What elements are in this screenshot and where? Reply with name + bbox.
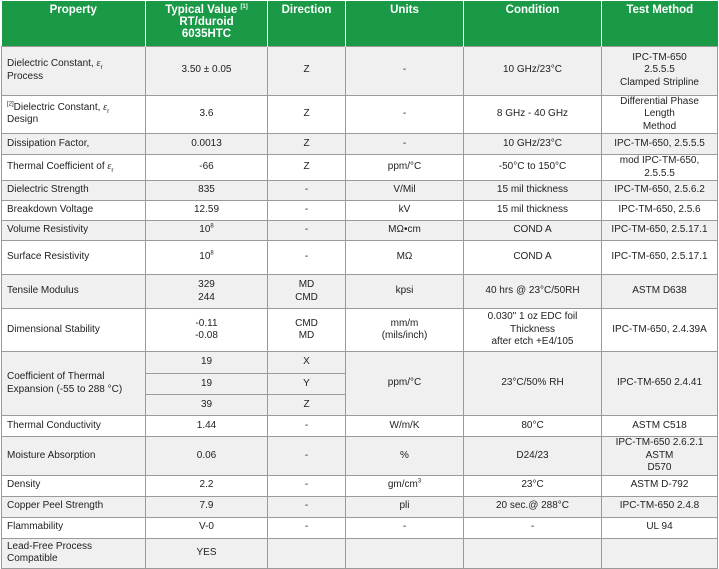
method-line2: Method [642,120,677,132]
property-label-line2: Process [7,70,44,82]
direction-line2: CMD [295,291,318,303]
direction-cell: - [268,496,346,517]
property-cell: Moisture Absorption [2,437,146,476]
method-cell: IPC-TM-650, 2.4.39A [602,309,718,352]
epsilon-subscript: r [107,107,110,115]
units-cell: ppm/°C [346,352,464,416]
direction-cell: Y [268,374,346,395]
value-cell: V-0 [146,517,268,538]
header-row [2,1,718,46]
direction-cell: X [268,352,346,374]
method-cell [602,95,718,134]
property-label: Dielectric Constant, [13,101,104,113]
method-cell [602,46,718,95]
condition-cell: COND A [464,221,602,241]
units-line1: mm/m [390,317,419,329]
units-cell: MΩ [346,241,464,275]
table-row [2,221,718,241]
units-cell [346,309,464,352]
method-cell: IPC-TM-650 2.4.41 [602,352,718,416]
table-row [2,496,718,517]
condition-cell: 20 sec.@ 288°C [464,496,602,517]
method-cell: ASTM D638 [602,275,718,309]
property-cell: Breakdown Voltage [2,201,146,221]
condition-cell: 8 GHz - 40 GHz [464,95,602,134]
property-label: Lead-Free Process [7,540,93,552]
units-cell: pli [346,496,464,517]
value-cell: 12.59 [146,201,268,221]
direction-cell [268,309,346,352]
condition-cell [464,309,602,352]
method-cell: IPC-TM-650, 2.5.6 [602,201,718,221]
property-label-line2: Expansion (-55 to 288 °C) [7,383,123,395]
epsilon-subscript: r [100,64,103,71]
value-cell: 39 [146,395,268,416]
units-cell: - [346,134,464,155]
property-cell: Dielectric Strength [2,181,146,201]
condition-line2: Thickness [509,323,555,335]
value-cell: 3.6 [146,95,268,134]
header-typical-value [146,1,268,46]
units-cell: ppm/°C [346,155,464,181]
epsilon-symbol: ε [103,101,108,113]
condition-cell: 23°C/50% RH [464,352,602,416]
units-cell: - [346,517,464,538]
direction-cell: - [268,221,346,241]
table-row [2,309,718,352]
value-cell: 3.50 ± 0.05 [146,46,268,95]
method-cell: IPC-TM-650 2.4.8 [602,496,718,517]
property-cell: Tensile Modulus [2,275,146,309]
direction-cell: Z [268,395,346,416]
value-cell: 835 [146,181,268,201]
direction-cell: Z [268,155,346,181]
method-cell: IPC-TM-650, 2.5.17.1 [602,221,718,241]
table-row [2,46,718,95]
property-cell: Thermal Conductivity [2,416,146,437]
units-cell: kV [346,201,464,221]
units-cell: MΩ•cm [346,221,464,241]
condition-cell: 10 GHz/23°C [464,134,602,155]
value-cell: 0.06 [146,437,268,476]
value-line2: -0.08 [195,330,218,341]
condition-line3: after etch +E4/105 [491,336,574,348]
method-line2: D570 [647,462,672,473]
method-cell [602,538,718,568]
condition-cell: 15 mil thickness [464,181,602,201]
value-cell [146,241,268,275]
method-line2: 2.5.5.5 [644,64,675,76]
units-base: gm/cm [387,479,418,491]
units-cell: - [346,95,464,134]
direction-line1: MD [298,279,315,290]
direction-cell: - [268,241,346,275]
method-cell: mod IPC-TM-650, 2.5.5.5 [602,155,718,181]
header-typical-line1: Typical Value [165,4,238,16]
direction-cell: - [268,201,346,221]
properties-table [1,1,718,569]
method-cell: IPC-TM-650, 2.5.17.1 [602,241,718,275]
units-cell: % [346,437,464,476]
condition-cell [464,538,602,568]
header-property: Property [2,1,146,46]
condition-cell: 80°C [464,416,602,437]
value-cell: 2.2 [146,475,268,496]
epsilon-subscript: r [111,167,114,175]
method-cell: ASTM D-792 [602,475,718,496]
property-label: Coefficient of Thermal [7,371,105,382]
direction-cell: - [268,437,346,476]
property-cell [2,95,146,134]
table-row [2,437,718,476]
method-cell [602,437,718,476]
property-cell [2,538,146,568]
method-line1: Differential Phase Length [620,95,699,119]
method-line1: IPC-TM-650 [632,51,687,63]
condition-cell: -50°C to 150°C [464,155,602,181]
table-row [2,517,718,538]
table-row [2,352,718,374]
condition-cell: - [464,517,602,538]
value-line2: 244 [198,291,215,303]
units-cell [346,475,464,496]
units-cell: - [346,46,464,95]
condition-cell: 15 mil thickness [464,201,602,221]
value-cell: -66 [146,155,268,181]
property-label-line2: Compatible [7,553,58,564]
direction-cell: Z [268,134,346,155]
method-cell: IPC-TM-650, 2.5.6.2 [602,181,718,201]
value-line1: 329 [198,279,215,290]
direction-line2: MD [298,330,315,341]
method-cell: IPC-TM-650, 2.5.5.5 [602,134,718,155]
units-cell: W/m/K [346,416,464,437]
property-cell: Dissipation Factor, [2,134,146,155]
value-cell: 19 [146,374,268,395]
property-label: Thermal Coefficient of [7,161,108,173]
table-row [2,181,718,201]
header-condition: Condition [464,1,602,46]
direction-cell [268,538,346,568]
table-row [2,538,718,568]
direction-cell: Z [268,95,346,134]
property-cell: Flammability [2,517,146,538]
property-cell: Volume Resistivity [2,221,146,241]
property-cell: Dimensional Stability [2,309,146,352]
table-row [2,155,718,181]
property-cell: Density [2,475,146,496]
value-cell: 1.44 [146,416,268,437]
epsilon-symbol: ε [107,161,112,173]
property-cell [2,46,146,95]
table-row [2,134,718,155]
header-test-method: Test Method [602,1,718,46]
units-cell: V/Mil [346,181,464,201]
value-cell [146,275,268,309]
units-cell: kpsi [346,275,464,309]
value-base: 10 [199,224,211,236]
header-units: Units [346,1,464,46]
value-cell: 0.0013 [146,134,268,155]
direction-cell: - [268,475,346,496]
condition-cell: 23°C [464,475,602,496]
method-line3: Clamped Stripline [620,76,699,88]
method-cell: UL 94 [602,517,718,538]
property-label: Dielectric Constant, [7,58,97,69]
value-base: 10 [199,251,211,263]
value-cell [146,309,268,352]
epsilon-symbol: ε [96,58,101,69]
footnote-marker: [2] [7,101,14,108]
value-cell: YES [146,538,268,568]
header-typical-footnote: [1] [240,4,248,11]
value-exponent: 8 [210,250,214,257]
property-cell [2,155,146,181]
header-typical-line2: RT/duroid [179,16,234,28]
header-typical-line3: 6035HTC [181,28,232,40]
property-cell [2,352,146,416]
condition-cell: 10 GHz/23°C [464,46,602,95]
units-line2: (mils/inch) [381,330,428,341]
header-direction: Direction [268,1,346,46]
table-row [2,475,718,496]
table-row [2,241,718,275]
table-row [2,275,718,309]
condition-line1: 0.030" 1 oz EDC foil [487,311,578,323]
value-cell [146,221,268,241]
units-cell [346,538,464,568]
value-line1: -0.11 [195,317,218,329]
direction-cell: - [268,181,346,201]
property-label-line2: Design [7,114,39,126]
units-exponent: 3 [417,478,422,485]
table-row [2,201,718,221]
method-cell: ASTM C518 [602,416,718,437]
method-line1: IPC-TM-650 2.6.2.1 ASTM [615,437,704,461]
condition-cell: COND A [464,241,602,275]
value-exponent: 8 [210,223,214,230]
condition-cell: 40 hrs @ 23°C/50RH [464,275,602,309]
property-cell: Copper Peel Strength [2,496,146,517]
direction-cell: Z [268,46,346,95]
value-cell: 7.9 [146,496,268,517]
condition-cell: D24/23 [464,437,602,476]
value-cell: 19 [146,352,268,374]
table-row [2,416,718,437]
property-cell: Surface Resistivity [2,241,146,275]
direction-line1: CMD [295,317,318,329]
direction-cell: - [268,416,346,437]
direction-cell [268,275,346,309]
direction-cell: - [268,517,346,538]
table-row [2,95,718,134]
